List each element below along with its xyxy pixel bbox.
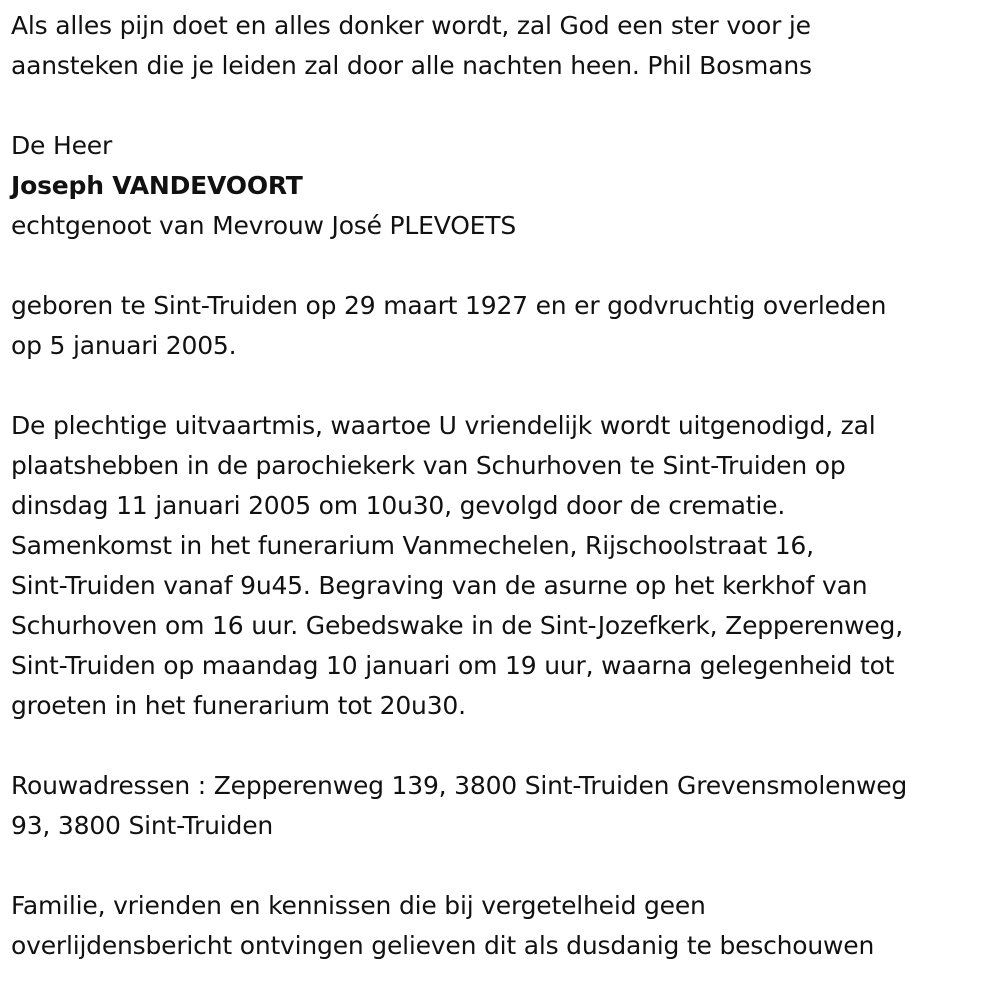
closing-line: overlijdensbericht ontvingen gelieven dit als dusdanig te beschouwen	[11, 931, 875, 960]
deceased-block	[11, 126, 986, 246]
address-line: 93, 3800 Sint-Truiden	[11, 811, 274, 840]
quote-line: Als alles pijn doet en alles donker wordt, zal God een ster voor je	[11, 11, 811, 40]
closing-line: Familie, vrienden en kennissen die bij vergetelheid geen	[11, 891, 706, 920]
ceremony-line: De plechtige uitvaartmis, waartoe U vriendelijk wordt uitgenodigd, zal	[11, 411, 876, 440]
birth-death-paragraph	[11, 286, 986, 366]
quote-line: aansteken die je leiden zal door alle nachten heen. Phil Bosmans	[11, 51, 812, 80]
spouse-relation: echtgenoot van Mevrouw José PLEVOETS	[11, 211, 517, 240]
addresses-paragraph	[11, 766, 986, 846]
ceremony-line: groeten in het funerarium tot 20u30.	[11, 691, 466, 720]
ceremony-paragraph	[11, 406, 986, 726]
address-line: Rouwadressen : Zepperenweg 139, 3800 Sint-Truiden Grevensmolenweg	[11, 771, 908, 800]
ceremony-line: plaatshebben in de parochiekerk van Schurhoven te Sint-Truiden op	[11, 451, 846, 480]
obituary-document	[11, 6, 986, 1006]
salutation: De Heer	[11, 131, 113, 160]
quote-paragraph	[11, 6, 986, 86]
ceremony-line: Sint-Truiden vanaf 9u45. Begraving van de asurne op het kerkhof van	[11, 571, 868, 600]
birth-death-line: geboren te Sint-Truiden op 29 maart 1927 en er godvruchtig overleden	[11, 291, 887, 320]
deceased-name: Joseph VANDEVOORT	[11, 171, 303, 200]
closing-paragraph	[11, 886, 986, 966]
ceremony-line: Samenkomst in het funerarium Vanmechelen, Rijschoolstraat 16,	[11, 531, 814, 560]
birth-death-line: op 5 januari 2005.	[11, 331, 237, 360]
ceremony-line: dinsdag 11 januari 2005 om 10u30, gevolgd door de crematie.	[11, 491, 786, 520]
ceremony-line: Schurhoven om 16 uur. Gebedswake in de Sint-Jozefkerk, Zepperenweg,	[11, 611, 903, 640]
ceremony-line: Sint-Truiden op maandag 10 januari om 19 uur, waarna gelegenheid tot	[11, 651, 895, 680]
